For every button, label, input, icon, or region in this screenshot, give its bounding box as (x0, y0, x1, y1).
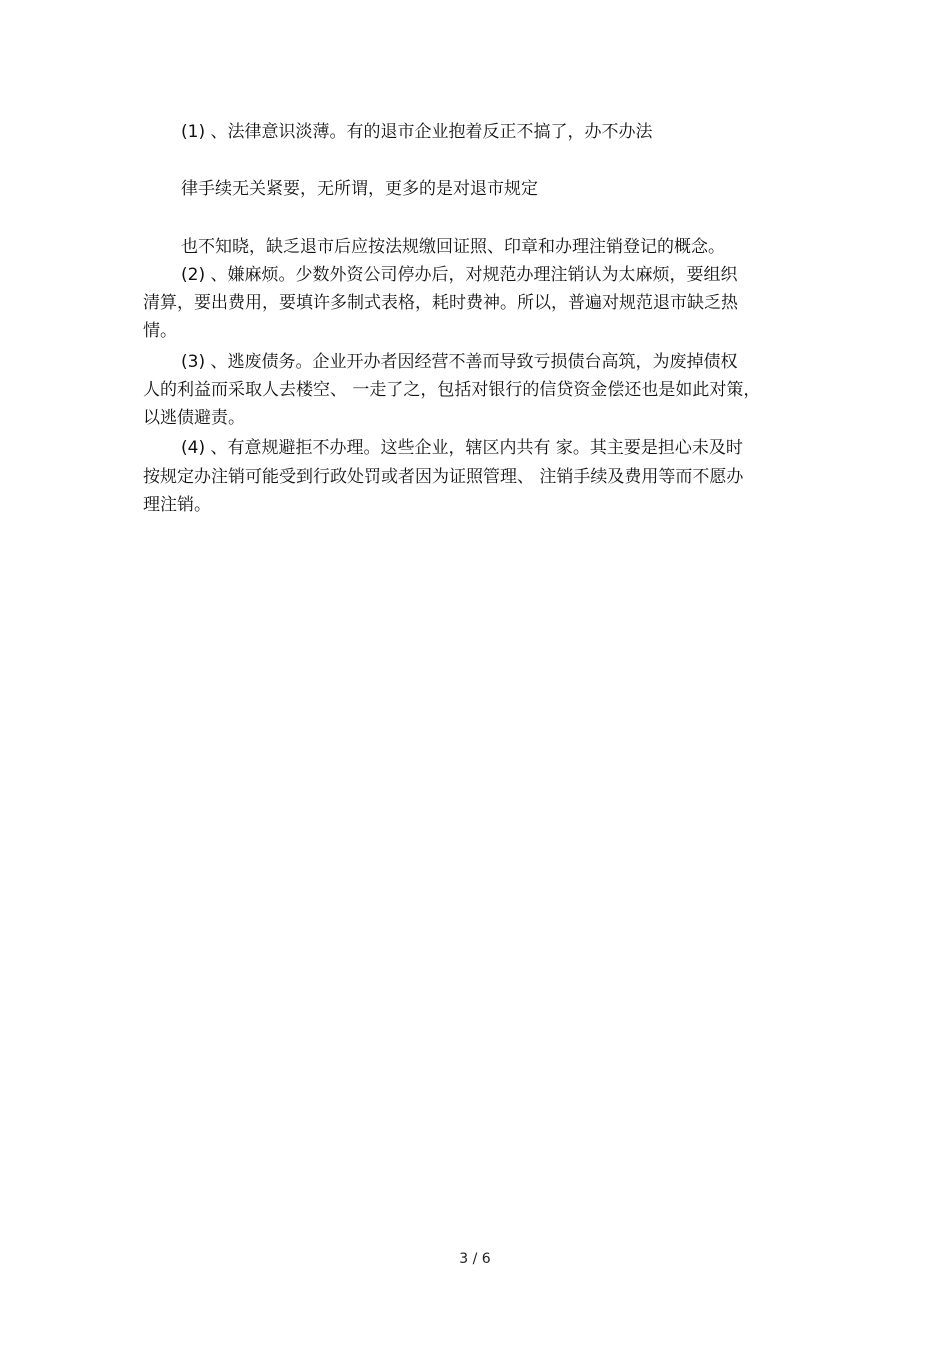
paragraph-4-line-3: 理注销。 (143, 495, 211, 515)
paragraph-2-line-1: (2) 、嫌麻烦。少数外资公司停办后，对规范办理注销认为太麻烦，要组织 (181, 265, 738, 285)
paragraph-1-line-2: 律手续无关紧要，无所谓，更多的是对退市规定 (181, 179, 538, 199)
paragraph-3-line-1: (3) 、逃废债务。企业开办者因经营不善而导致亏损债台高筑，为废掉债权 (181, 352, 738, 372)
paragraph-1-line-1: (1) 、法律意识淡薄。有的退市企业抱着反正不搞了，办不办法 (181, 122, 653, 142)
paragraph-3-line-3: 以逃债避责。 (143, 408, 245, 428)
paragraph-4-line-2: 按规定办注销可能受到行政处罚或者因为证照管理、 注销手续及费用等而不愿办 (143, 467, 744, 487)
paragraph-4-line-1: (4) 、有意规避拒不办理。这些企业，辖区内共有 家。其主要是担心未及时 (181, 438, 743, 458)
page-number: 3 / 6 (459, 1251, 491, 1267)
paragraph-3-line-2: 人的利益而采取人去楼空、 一走了之，包括对银行的信贷资金偿还也是如此对策， (143, 380, 761, 400)
paragraph-2-line-3: 情。 (143, 321, 177, 341)
paragraph-2-line-2: 清算，要出费用，要填许多制式表格，耗时费神。所以，普遍对规范退市缺乏热 (143, 293, 738, 313)
paragraph-1-line-3: 也不知晓，缺乏退市后应按法规缴回证照、印章和办理注销登记的概念。 (181, 237, 725, 257)
